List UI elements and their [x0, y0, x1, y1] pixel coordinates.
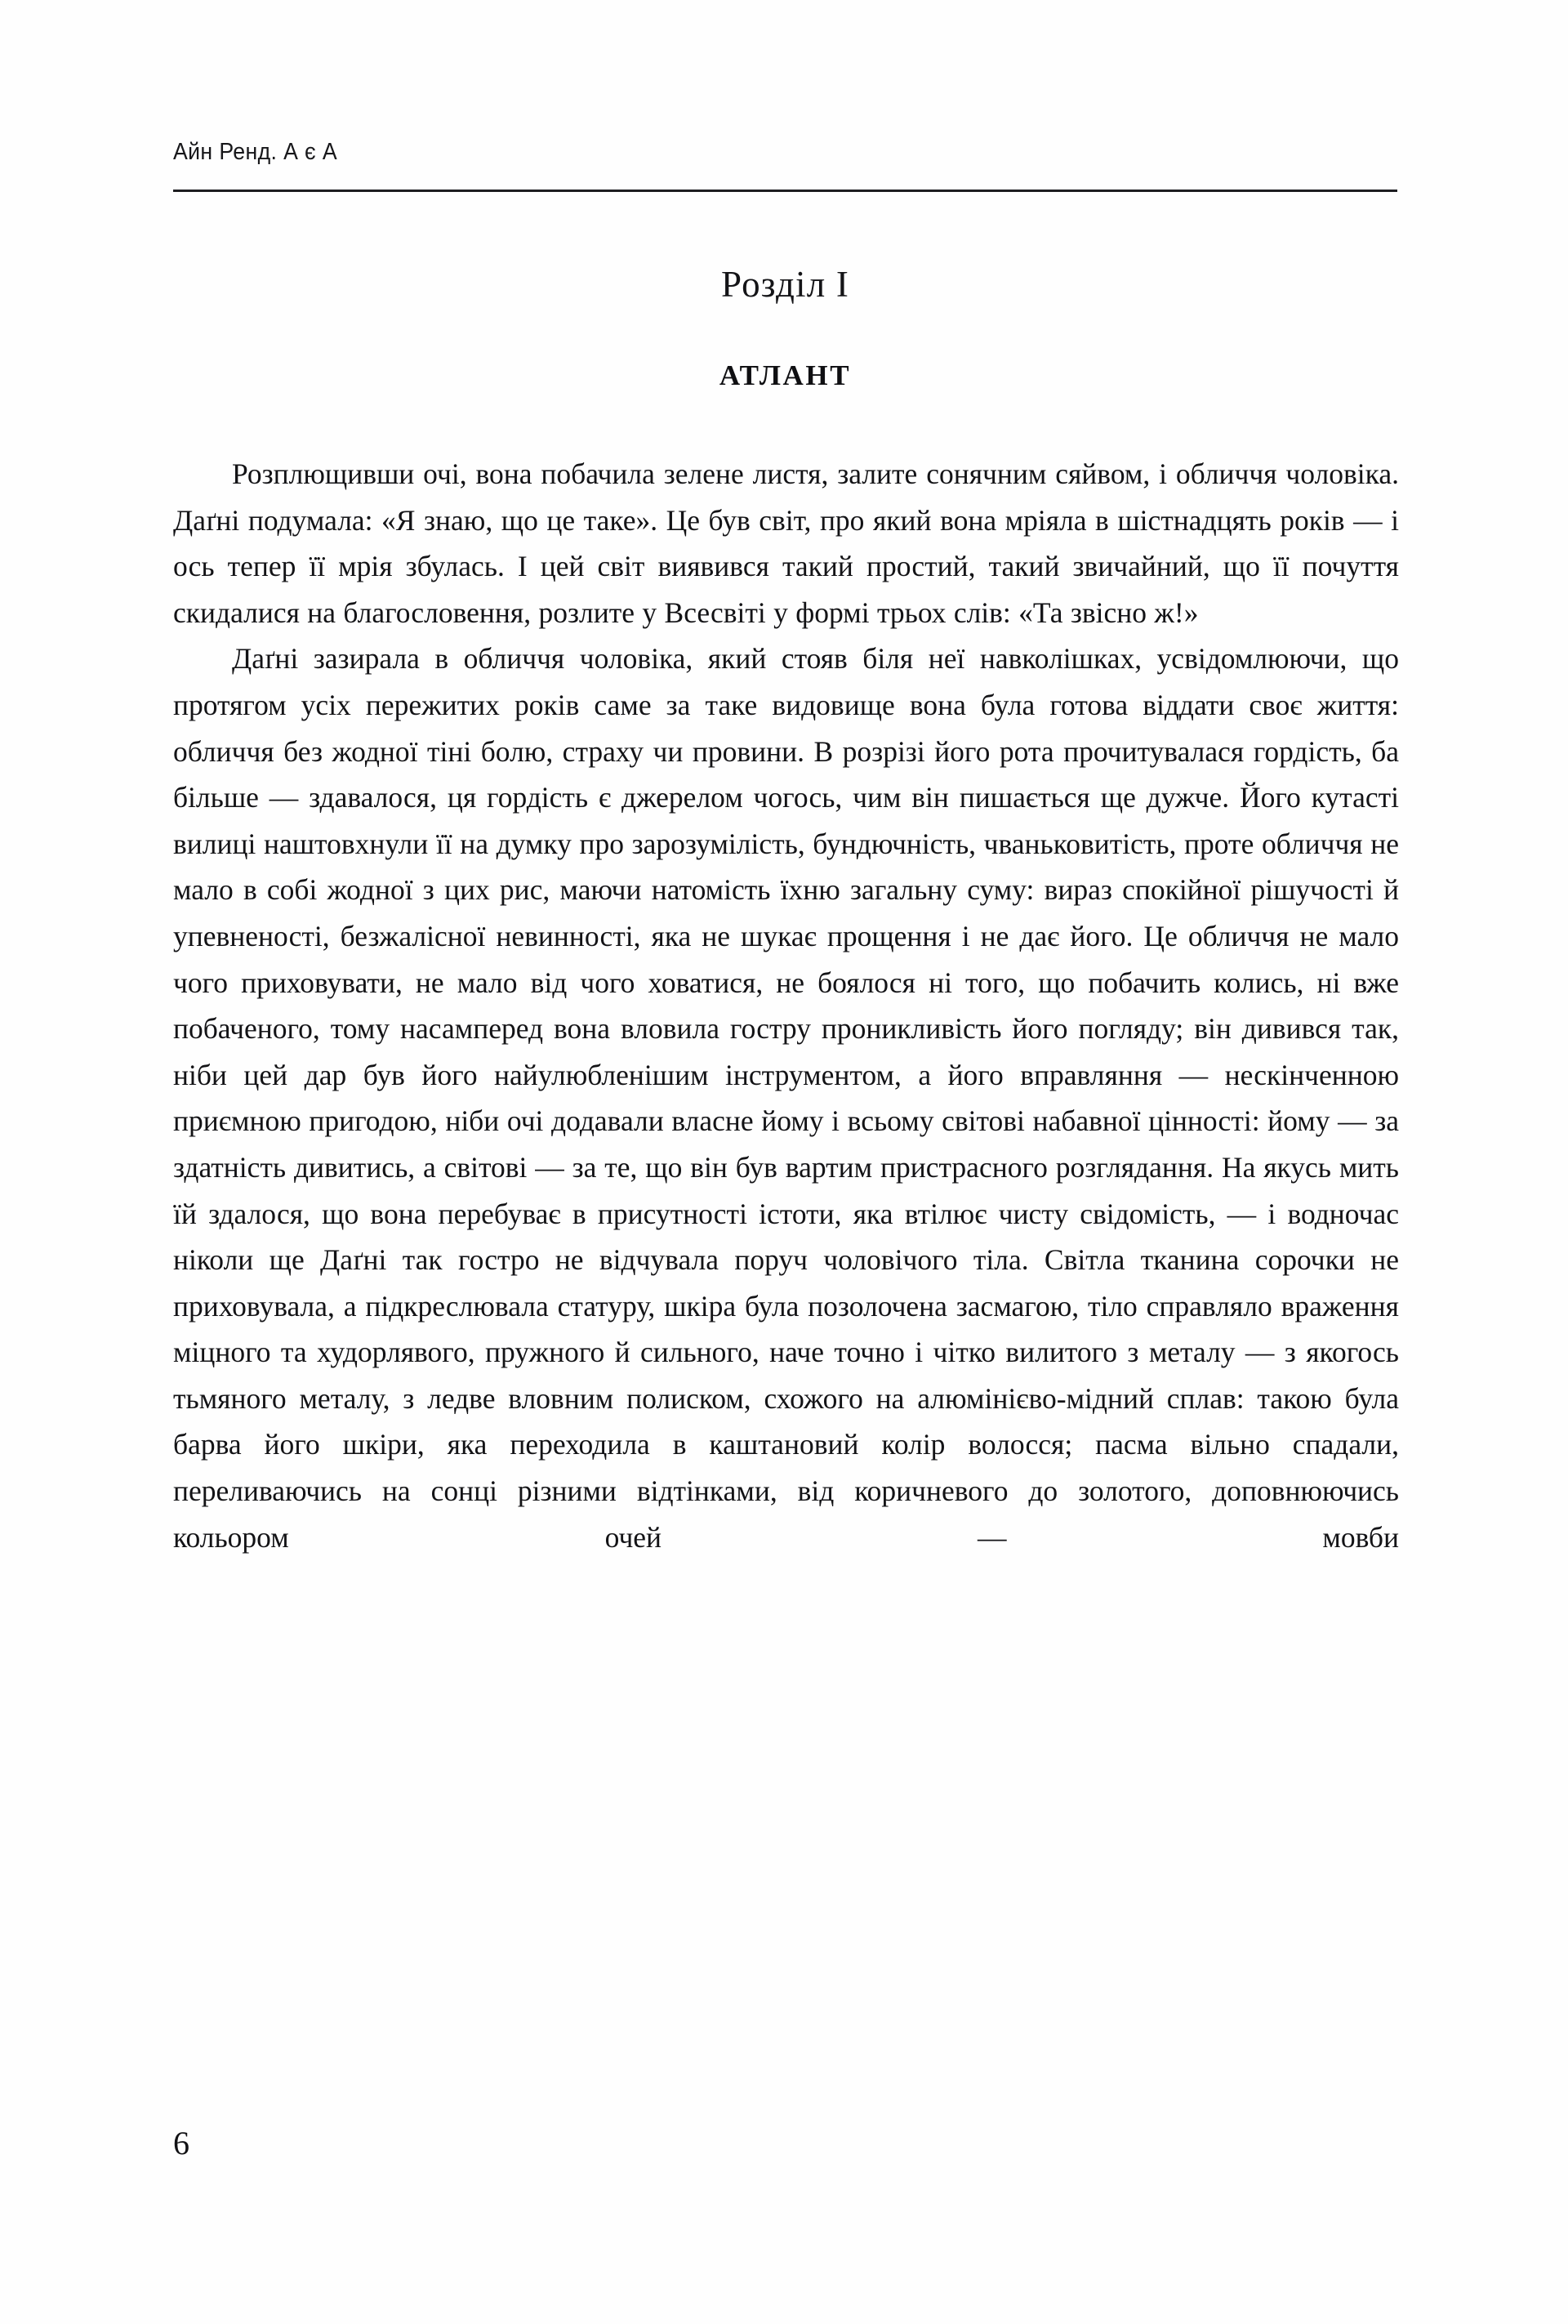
paragraph: Даґні зазирала в обличчя чоловіка, який стояв біля неї навколішках, усвідомлюючи, що протягом усіх пережитих років саме за таке видовище вона була готова віддати своє життя: обличчя без жодної тіні болю, страху чи провини. В розрізі його рота прочитувалася гордість, ба більше — здавалося, ця гордість є джерелом чогось, чим він пишається ще дужче. Його кутасті вилиці наштовхнули її на думку про зарозумілість, бундючність, чваньковитість, проте обличчя не мало в собі жодної з цих рис, маючи натомість їхню загальну суму: вираз спокійної рішучості й упевненості, безжалісної невинності, яка не шукає прощення і не дає його. Це обличчя не мало чого приховувати, не мало від чого ховатися, не боялося ні того, що побачить колись, ні вже побаченого, тому насамперед вона вловила гостру проникливість його погляду; він дивився так, ніби цей дар був його найулюбленішим інструментом, а його вправляння — нескінченною приємною пригодою, ніби очі додавали власне йому і всьому світові набавної цінності: йому — за здатність дивитись, а світові — за те, що він був вартим пристрасного розглядання. На якусь мить їй здалося, що вона перебуває в присутності істоти, яка втілює чисту свідомість, — і водночас ніколи ще Даґні так гостро не відчувала поруч чоловічого тіла. Світла тканина сорочки не приховувала, а підкреслювала статуру, шкіра була позолочена засмагою, тіло справляло враження міцного та худорлявого, пружного й сильного, наче точно і чітко вилитого з металу — з якогось тьмяного металу, з ледве вловним полиском, схожого на алюмінієво-мідний сплав: такою була барва його шкіри, яка переходила в каштановий колір волосся; пасма вільно спадали, переливаючись на сонці різними відтінками, від коричневого до золотого, доповнюючись кольором очей — мовби: [173, 642, 1399, 1554]
chapter-number: Розділ I: [720, 264, 850, 305]
paragraph: Розплющивши очі, вона побачила зелене листя, залите сонячним сяйвом, і обличчя чоловіка. Даґні подумала: «Я знаю, що це таке». Це був світ, про який вона мріяла в шістнадцять років — і ось тепер її мрія збулась. І цей світ виявився такий простий, такий звичайний, що її почуття скидалися на благословення, розлите у Всесвіті у формі трьох слів: «Та звісно ж!»: [173, 457, 1399, 629]
running-header: [173, 141, 1398, 164]
header-divider-rule: [173, 190, 1397, 192]
page-number: 6: [173, 2125, 189, 2161]
body-text-block: [173, 451, 1399, 1607]
chapter-title: АТЛАНТ: [719, 359, 852, 391]
running-header-title: Айн Ренд. А є А: [173, 139, 337, 165]
